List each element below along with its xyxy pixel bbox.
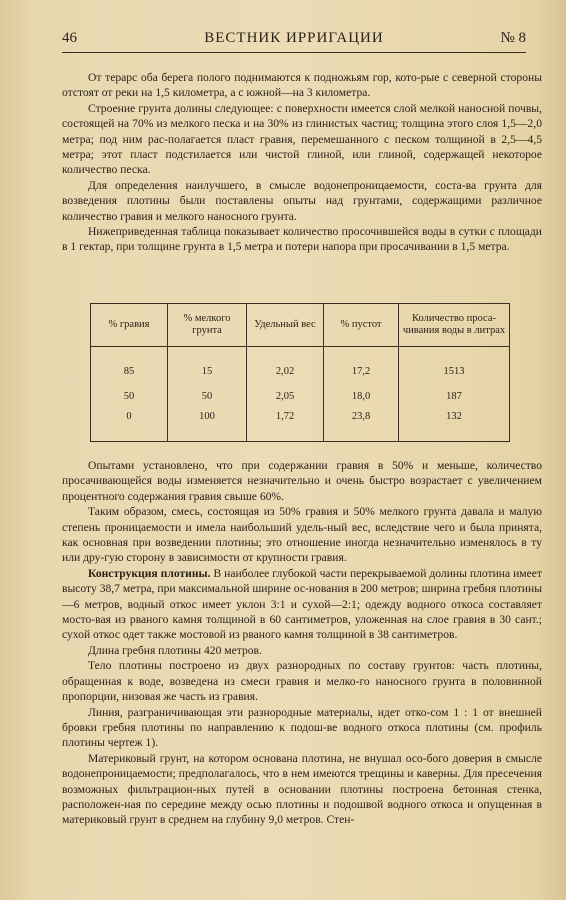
table-cell: 1,72: [247, 409, 324, 442]
table-cell: 2,02: [247, 359, 324, 384]
spacer-row: [91, 347, 510, 360]
paragraph: Линия, разграничивающая эти разнородные материалы, идет отко-сом 1 : 1 от внешней бровки гребня плотины по направлению к подош-ве водного откоса плотины (см. профиль плотины чертеж 1).: [62, 705, 542, 750]
table-cell: 0: [91, 409, 168, 442]
table-cell: 187: [399, 384, 510, 409]
table-cell: 2,05: [247, 384, 324, 409]
journal-title: ВЕСТНИК ИРРИГАЦИИ: [204, 30, 384, 46]
table-header-row: [91, 304, 510, 347]
paragraph: Строение грунта долины следующее: с поверхности имеется слой мелкой наносной почвы, состоящей на 70% из мелкого песка и на 30% из глинистых частиц; толщина этого слоя 1,5—2,0 метра; под ним рас-полагается пласт гравия, перемешанного с песком толщиной в 2,5—4,5 метра; этот пласт подстилается или чистой глиной, или глиной, содержащей некоторое количество песка.: [62, 101, 542, 177]
column-header: Удельный вес: [247, 304, 324, 347]
paragraph: Для определения наилучшего, в смысле водонепроницаемости, соста-ва грунта для возведения плотины были поставлены опыты над грунтами, содержащими различное количество гравия и мелкого наносного грунта.: [62, 178, 542, 223]
table-row: [91, 384, 510, 409]
paragraph: Тело плотины построено из двух разнородных по составу грунтов: часть плотины, обращенная к воде, возведена из смеси гравия и мелко-го наносного грунта в половинной пропорции, низовая же часть из гравия.: [62, 659, 542, 704]
paragraph: Нижеприведенная таблица показывает количество просочившейся воды в сутки с площади в 1 гектар, при толщине грунта в 1,5 метра и потери напора при просачивании в 1,5 метра.: [62, 225, 542, 254]
section-heading: Конструкция плотины.: [88, 566, 211, 580]
seepage-table: [90, 303, 510, 442]
table-cell: 85: [91, 359, 168, 384]
column-header: Количество проса-чивания воды в литрах: [399, 304, 510, 347]
table-cell: 100: [168, 409, 247, 442]
paragraph: Таким образом, смесь, состоящая из 50% гравия и 50% мелкого грунта давала и малую степень проницаемости и имела наибольший удель-ный вес, вследствие чего и была принята, как основная при возведении плотины; это отношение иногда незначительно изменялось в ту или дру-гую сторону в зависимости от крупности гравия.: [62, 505, 542, 565]
table-row: [91, 409, 510, 442]
paragraph: От терарс оба берега полого поднимаются к подножьям гор, кото-рые с северной стороны отстоят от реки на 1,5 километра, а с южной—на 3 километра.: [62, 71, 542, 100]
paragraph: Длина гребня плотины 420 метров.: [88, 643, 262, 657]
table-cell: 18,0: [324, 384, 399, 409]
table-row: [91, 359, 510, 384]
table-cell: 15: [168, 359, 247, 384]
table-cell: 50: [91, 384, 168, 409]
table-cell: 23,8: [324, 409, 399, 442]
paragraph-text: В наиболее глубокой части перекрываемой долины плотина имеет высоту 38,7 метра, при максимальной ширине ос-нования в 200 метров; ширина гребня плотины—6 метров, водный откос имеет уклон 3:1 и сухой—2:1; одежду водного откоса составляет мосто-вая из рваного камня толщиной в 60 сантиметров, уложенная на слое гравия в 30 сант.; сухой откос одет также мостовой из рваного камня толщиной в 38 сантиметров.: [62, 566, 542, 642]
column-header: % мелкого грунта: [168, 304, 247, 347]
paragraph: Материковый грунт, на котором основана плотина, не внушал осо-бого доверия в смысле водонепроницаемости; предполагалось, что в нем имеются трещины и каверны. Для пресечения возможных фильтрацион-ных путей в основании плотины построена бетонная стенка, расположен-ная по середине между осью плотины и подошвой водного откоса и опущенная в материковый грунт в среднем на глубину 9,0 метров. Стен-: [62, 751, 542, 827]
intro-text: [62, 70, 542, 255]
page-header: [62, 30, 526, 52]
paragraph-construction: [62, 566, 542, 643]
table-cell: 132: [399, 409, 510, 442]
paragraph: Опытами установлено, что при содержании гравия в 50% и меньше, количество просачивающейся воды изменяется незначительно и очень быстро возрастает с увеличением процентного содержания гравия свыше 60%.: [62, 459, 542, 503]
table-cell: 1513: [399, 359, 510, 384]
issue-number: № 8: [500, 30, 526, 46]
body-text: [62, 458, 542, 828]
column-header: % гравия: [91, 304, 168, 347]
table-cell: 17,2: [324, 359, 399, 384]
table-cell: 50: [168, 384, 247, 409]
page-number: 46: [62, 30, 77, 46]
header-rule: [62, 52, 526, 53]
column-header: % пустот: [324, 304, 399, 347]
